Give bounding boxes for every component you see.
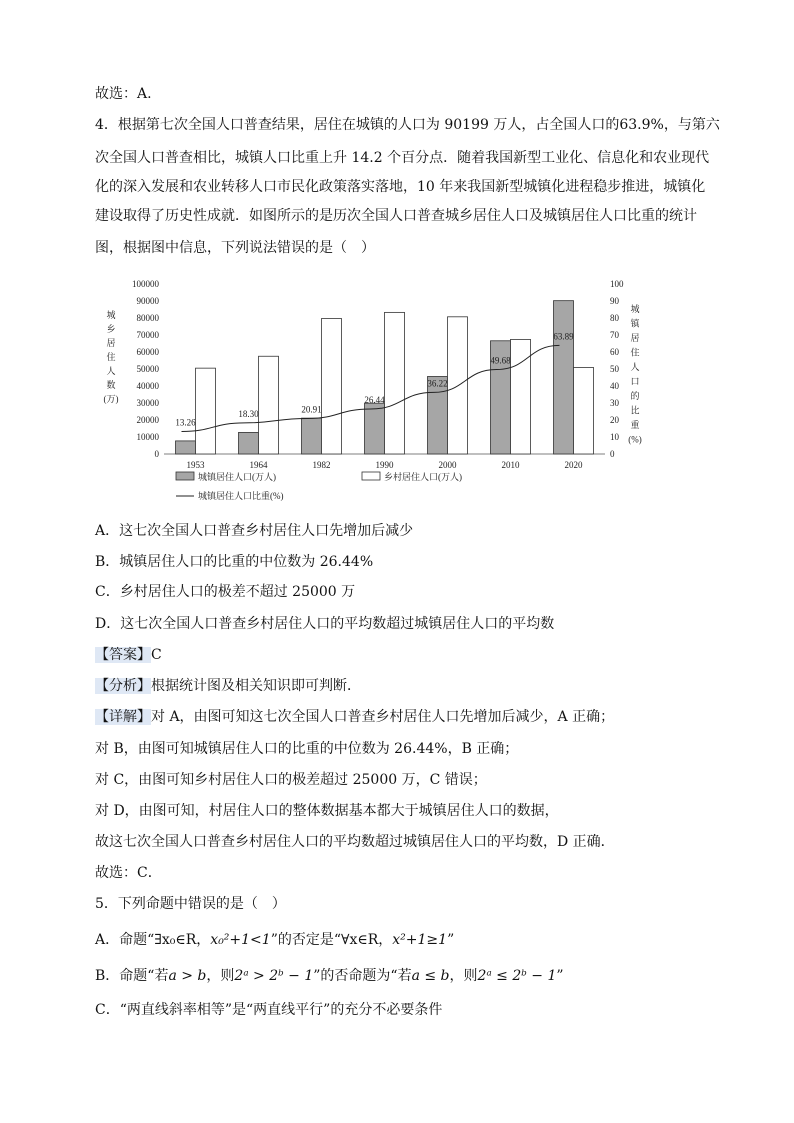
right-axis-label-char: 居 xyxy=(630,333,640,343)
left-tick-label: 10000 xyxy=(136,432,159,442)
prev-answer-line: 故选：A. xyxy=(95,86,152,102)
rural-bar xyxy=(511,339,531,454)
q5b-formula4: 2ᵃ ≤ 2ᵇ − 1 xyxy=(477,968,557,984)
q5b-part2: ，则 xyxy=(206,968,235,984)
q5b-formula1: a > b xyxy=(168,968,207,984)
answer-line xyxy=(95,645,162,665)
rural-bar xyxy=(259,356,279,454)
detail-tag: 【详解】 xyxy=(95,709,151,725)
x-tick-label: 1953 xyxy=(186,460,205,470)
q5b-part1: B．命题“若 xyxy=(95,968,169,984)
left-tick-label: 60000 xyxy=(136,347,159,357)
q5a-formula1: ∃x₀∈R xyxy=(154,932,197,948)
x-tick-label: 1964 xyxy=(249,460,268,470)
rural-bar xyxy=(196,368,216,454)
question-4-line-3: 化的深入发展和农业转移人口市民化政策落实落地，10 年来我国新型城镇化进程稳步推进，城镇化 xyxy=(95,179,706,195)
right-tick-label: 80 xyxy=(610,313,619,323)
q5b-part3: ”的否命题为“若 xyxy=(313,968,412,984)
x-tick-label: 2000 xyxy=(438,460,457,470)
x-tick-label: 1990 xyxy=(375,460,394,470)
q5a-part1: A．命题“ xyxy=(95,932,155,948)
left-tick-label: 90000 xyxy=(136,296,159,306)
q5-option-b xyxy=(95,966,564,986)
left-tick-label: 100000 xyxy=(132,279,159,289)
left-tick-label: 50000 xyxy=(136,364,159,374)
legend-urban-label: 城镇居住人口(万人) xyxy=(198,472,276,482)
legend-rural-swatch xyxy=(362,472,380,480)
chart-legend xyxy=(176,471,462,501)
left-axis-label-char: 人 xyxy=(106,366,116,376)
right-tick-label: 30 xyxy=(610,398,619,408)
ratio-data-label: 36.22 xyxy=(427,378,448,389)
ratio-data-label: 20.91 xyxy=(301,404,322,415)
left-tick-label: 20000 xyxy=(136,415,159,425)
right-axis-label-char: 住 xyxy=(630,347,640,358)
left-axis-label-char: 数 xyxy=(106,380,116,390)
left-tick-label: 0 xyxy=(154,449,159,459)
option-a: A．这七次全国人口普查乡村居住人口先增加后减少 xyxy=(95,523,414,539)
option-c: C．乡村居住人口的极差不超过 25000 万 xyxy=(95,584,356,600)
rural-bar xyxy=(448,317,468,454)
option-b: B．城镇居住人口的比重的中位数为 26.44% xyxy=(95,554,374,570)
q5-option-a xyxy=(95,930,454,950)
q5a-part3: ”的否定是“ xyxy=(270,932,342,948)
q5b-part4: ，则 xyxy=(449,968,478,984)
right-axis-label-char: 人 xyxy=(630,362,640,372)
urban-bar xyxy=(239,432,259,454)
ratio-data-label: 13.26 xyxy=(175,417,196,428)
detail-line-1 xyxy=(95,707,614,727)
left-tick-label: 70000 xyxy=(136,330,159,340)
q5a-formula4: x²+1≥1 xyxy=(392,932,448,948)
right-axis-label-char: 的 xyxy=(630,391,640,401)
analysis-tag: 【分析】 xyxy=(95,678,151,694)
ratio-data-label: 63.89 xyxy=(553,331,574,342)
right-tick-label: 20 xyxy=(610,415,619,425)
final-answer-line: 故选：C． xyxy=(95,865,162,881)
left-tick-label: 30000 xyxy=(136,398,159,408)
ratio-data-label: 49.68 xyxy=(490,355,511,366)
right-tick-label: 90 xyxy=(610,296,619,306)
legend-ratio-label: 城镇居住人口比重(%) xyxy=(198,491,284,501)
detail-line-5: 故这七次全国人口普查乡村居住人口的平均数超过城镇居住人口的平均数，D 正确． xyxy=(95,834,615,850)
x-tick-label: 2020 xyxy=(564,460,583,470)
population-chart xyxy=(100,278,660,508)
left-axis-label-char: 居 xyxy=(106,338,116,348)
right-axis-label-char: 城 xyxy=(630,304,640,314)
answer-tag: 【答案】 xyxy=(95,647,151,663)
x-tick-label: 1982 xyxy=(312,460,331,470)
detail-line-3: 对 C，由图可知乡村居住人口的极差超过 25000 万，C 错误； xyxy=(95,772,487,788)
right-tick-label: 50 xyxy=(610,364,619,374)
left-axis-label-char: 乡 xyxy=(106,324,116,334)
detail-text-1: 对 A，由图可知这七次全国人口普查乡村居住人口先增加后减少，A 正确； xyxy=(151,709,615,725)
right-axis-label-char: 重 xyxy=(630,420,640,430)
urban-bar xyxy=(302,418,322,454)
analysis-text: 根据统计图及相关知识即可判断． xyxy=(151,678,361,694)
ratio-data-label: 26.44 xyxy=(364,395,385,406)
question-5: 5．下列命题中错误的是（ ） xyxy=(95,896,286,912)
question-4-line-5: 图，根据图中信息，下列说法错误的是（ ） xyxy=(95,240,375,256)
right-tick-label: 0 xyxy=(610,449,615,459)
chart-bars xyxy=(176,301,594,454)
x-tick-label: 2010 xyxy=(501,460,520,470)
q5b-formula3: a ≤ b xyxy=(411,968,450,984)
q5a-part5: ” xyxy=(447,932,455,948)
right-tick-label: 100 xyxy=(610,279,624,289)
left-axis-label-char: 住 xyxy=(106,352,116,362)
left-axis-label-char: (万) xyxy=(103,394,119,404)
legend-rural-label: 乡村居住人口(万人) xyxy=(384,472,462,482)
right-tick-label: 10 xyxy=(610,432,619,442)
q5b-part5: ” xyxy=(556,968,564,984)
question-4-line-4: 建设取得了历史性成就．如图所示的是历次全国人口普查城乡居住人口及城镇居住人口比重的统计 xyxy=(95,208,697,224)
right-tick-label: 40 xyxy=(610,381,619,391)
legend-urban-swatch xyxy=(176,472,194,480)
right-axis-label-char: 比 xyxy=(630,405,640,416)
right-axis-label-char: 镇 xyxy=(630,318,640,329)
detail-line-4: 对 D，由图可知，村居住人口的整体数据基本都大于城镇居住人口的数据， xyxy=(95,803,559,819)
answer-value: C xyxy=(151,647,162,663)
detail-line-2: 对 B，由图可知城镇居住人口的比重的中位数为 26.44%，B 正确； xyxy=(95,741,519,757)
ratio-data-label: 18.30 xyxy=(238,408,259,419)
q5a-part2: ， xyxy=(196,932,211,948)
question-4-line-1: 4．根据第七次全国人口普查结果，居住在城镇的人口为 90199 万人，占全国人口的63.9%，与第六 xyxy=(95,117,720,133)
right-tick-label: 60 xyxy=(610,347,619,357)
q5b-formula2: 2ᵃ > 2ᵇ − 1 xyxy=(234,968,314,984)
question-4-line-2: 次全国人口普查相比，城镇人口比重上升 14.2 个百分点．随着我国新型工业化、信息化和农业现代 xyxy=(95,150,710,166)
rural-bar xyxy=(322,319,342,454)
q5a-formula3: ∀x∈R xyxy=(341,932,379,948)
left-tick-label: 80000 xyxy=(136,313,159,323)
right-tick-label: 70 xyxy=(610,330,619,340)
rural-bar xyxy=(574,367,594,454)
q5-option-c: C．“两直线斜率相等”是“两直线平行”的充分不必要条件 xyxy=(95,1002,443,1018)
urban-bar xyxy=(176,441,196,454)
left-axis-label-char: 城 xyxy=(106,310,116,320)
right-axis-label-char: (%) xyxy=(628,434,642,445)
option-d: D．这七次全国人口普查乡村居住人口的平均数超过城镇居住人口的平均数 xyxy=(95,616,555,632)
rural-bar xyxy=(385,312,405,454)
q5a-formula2: x₀²+1<1 xyxy=(210,932,271,948)
q5a-part4: ， xyxy=(378,932,393,948)
urban-bar xyxy=(365,403,385,454)
urban-bar xyxy=(554,301,574,454)
left-tick-label: 40000 xyxy=(136,381,159,391)
right-axis-label-char: 口 xyxy=(630,376,640,387)
analysis-line xyxy=(95,676,361,696)
